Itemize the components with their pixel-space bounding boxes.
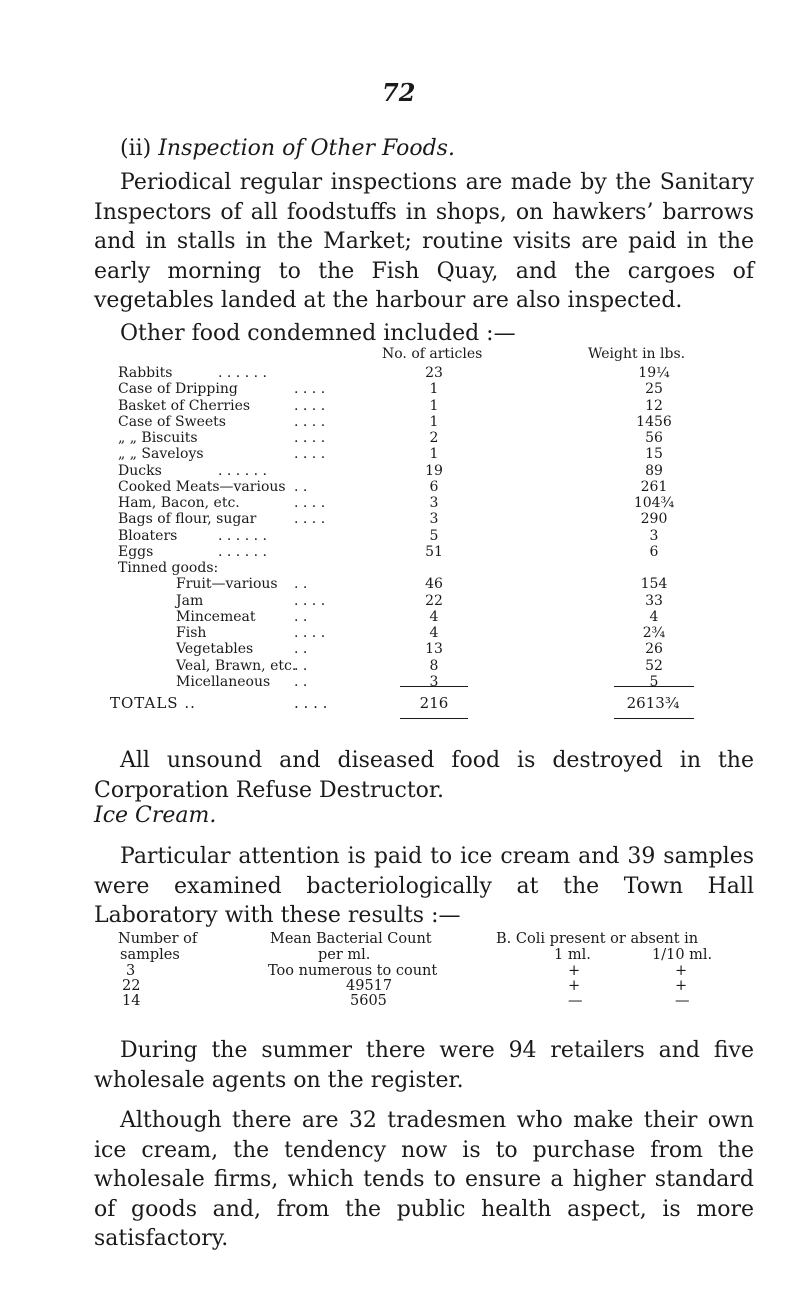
ice-cream-paragraph — [94, 842, 754, 931]
condemned-leader-dots: . . — [294, 641, 308, 658]
retailers-paragraph — [94, 1036, 754, 1095]
condemned-weight: 1456 — [636, 413, 672, 430]
condemned-articles: 23 — [425, 365, 443, 381]
condemned-articles: 46 — [425, 576, 443, 593]
condemned-articles: 51 — [425, 543, 443, 560]
condemned-item: Mincemeat — [176, 608, 256, 625]
ice-cream-heading: Ice Cream. — [94, 803, 217, 828]
condemned-weight: 3 — [649, 527, 659, 544]
tradesmen-paragraph — [94, 1106, 754, 1254]
totals-rule-bottom — [614, 718, 694, 719]
condemned-weight: 52 — [645, 657, 663, 674]
condemned-articles: 5 — [429, 527, 439, 544]
condemned-leader-dots: . . . . — [294, 625, 326, 641]
totals-rule-bottom — [400, 718, 468, 719]
condemned-leader-dots: . . — [294, 478, 308, 495]
condemned-weight: 2¾ — [642, 625, 666, 641]
row-1ml: + — [568, 963, 581, 979]
ice-cream-table — [118, 931, 758, 1021]
condemned-weight: 15 — [645, 446, 663, 463]
condemned-leader-dots: . . — [294, 608, 308, 625]
condemned-leader-dots: . . . . . . — [218, 462, 267, 479]
row-count: 5605 — [350, 993, 387, 1009]
condemned-weight: 12 — [645, 397, 663, 414]
row-tenth: + — [675, 978, 688, 994]
condemned-weight: 89 — [645, 462, 663, 479]
condemned-item: Vegetables — [176, 641, 254, 658]
condemned-leader-dots: . . — [294, 576, 308, 593]
condemned-articles: 3 — [429, 511, 439, 528]
intro-paragraph — [94, 168, 754, 316]
condemned-lead: Other food condemned included :— — [120, 321, 516, 346]
condemned-leader-dots: . . — [294, 657, 308, 674]
condemned-articles: 6 — [429, 478, 439, 495]
condemned-item: „ „ Saveloys — [118, 446, 204, 463]
condemned-leader-dots: . . . . . . — [218, 365, 267, 381]
condemned-weight: 154 — [640, 576, 668, 593]
totals-articles: 216 — [419, 694, 449, 712]
condemned-articles: 3 — [429, 673, 439, 690]
condemned-item: Fish — [176, 625, 207, 641]
condemned-weight: 56 — [645, 430, 663, 446]
row-tenth: — — [675, 993, 690, 1009]
condemned-articles: 1 — [429, 397, 439, 414]
condemned-item: Jam — [176, 592, 204, 609]
condemned-leader-dots: . . . . — [294, 592, 326, 609]
row-1ml: — — [568, 993, 583, 1009]
header-samples-line2: samples — [120, 947, 180, 963]
condemned-weight: 26 — [645, 641, 663, 658]
tradesmen-paragraph-text: Although there are 32 tradesmen who make their own ice cream, the tendency now is to purchase from the wholesale firms, which tends to ensure a higher standard of goods and, from the public health aspect, is more satisfactory. — [94, 1108, 754, 1251]
totals-label: TOTALS .. — [110, 694, 196, 712]
totals-leader-dots: . . . . — [294, 694, 328, 712]
ice-cream-paragraph-text: Particular attention is paid to ice cream and 39 samples were examined bacteriologically at the Town Hall Laboratory with these results :— — [94, 844, 754, 928]
condemned-item: Veal, Brawn, etc. — [176, 657, 297, 674]
condemned-leader-dots: . . . . — [294, 495, 326, 511]
header-coli-1ml: 1 ml. — [554, 947, 591, 963]
condemned-item: Rabbits — [118, 365, 173, 381]
condemned-weight: 25 — [645, 381, 663, 398]
row-count: 49517 — [346, 978, 393, 994]
condemned-articles: 8 — [429, 657, 439, 674]
condemned-leader-dots: . . . . . . — [218, 543, 267, 560]
condemned-articles: 2 — [429, 430, 439, 446]
row-count: Too numerous to count — [268, 963, 438, 979]
condemned-leader-dots: . . . . — [294, 430, 326, 446]
condemned-articles: 19 — [425, 462, 443, 479]
condemned-item: Fruit—various — [176, 576, 278, 593]
retailers-paragraph-text: During the summer there were 94 retailers and five wholesale agents on the register. — [94, 1038, 754, 1093]
condemned-leader-dots: . . . . — [294, 381, 326, 398]
section-heading-title: Inspection of Other Foods. — [158, 136, 455, 161]
destroyed-paragraph-text: All unsound and diseased food is destroyed in the Corporation Refuse Destructor. — [94, 748, 754, 803]
condemned-weight: 4 — [649, 608, 659, 625]
condemned-item: Tinned goods: — [118, 560, 219, 576]
condemned-articles: 1 — [429, 381, 439, 398]
condemned-leader-dots: . . . . — [294, 413, 326, 430]
destroyed-paragraph — [94, 746, 754, 805]
header-samples-line1: Number of — [118, 931, 198, 947]
condemned-leader-dots: . . . . — [294, 511, 326, 528]
header-count-line2: per ml. — [318, 947, 371, 963]
totals-weight: 2613¾ — [626, 694, 680, 712]
condemned-item: Basket of Cherries — [118, 397, 251, 414]
row-samples: 3 — [126, 963, 136, 979]
condemned-articles: 1 — [429, 413, 439, 430]
condemned-weight: 104¾ — [633, 495, 675, 511]
page-number: 72 — [382, 78, 416, 107]
condemned-item: Micellaneous — [176, 673, 271, 690]
header-articles: No. of articles — [382, 346, 483, 362]
condemned-item: Ducks — [118, 462, 162, 479]
totals-rule-top — [400, 686, 468, 687]
condemned-leader-dots: . . — [294, 673, 308, 690]
condemned-leader-dots: . . . . — [294, 397, 326, 414]
condemned-item: Case of Sweets — [118, 413, 226, 430]
condemned-weight: 5 — [649, 673, 659, 690]
row-1ml: + — [568, 978, 581, 994]
row-samples: 22 — [122, 978, 141, 994]
condemned-weight: 290 — [640, 511, 668, 528]
condemned-item: Eggs — [118, 543, 154, 560]
condemned-weight: 33 — [645, 592, 663, 609]
condemned-item: „ „ Biscuits — [118, 430, 198, 446]
header-coli: B. Coli present or absent in — [496, 931, 699, 947]
totals-rule-top — [614, 686, 694, 687]
row-tenth: + — [675, 963, 688, 979]
condemned-item: Case of Dripping — [118, 381, 238, 398]
condemned-item: Ham, Bacon, etc. — [118, 495, 240, 511]
condemned-articles: 22 — [425, 592, 443, 609]
row-samples: 14 — [122, 993, 141, 1009]
header-coli-tenth: 1/10 ml. — [652, 947, 713, 963]
condemned-articles: 4 — [429, 625, 439, 641]
condemned-leader-dots: . . . . . . — [218, 527, 267, 544]
intro-paragraph-text: Periodical regular inspections are made by the Sanitary Inspectors of all foodstuffs in shops, on hawkers’ barrows and in stalls in the Market; routine visits are paid in the early morning to the Fish Quay, and the cargoes of vegetables landed at the harbour are also inspected. — [94, 170, 754, 313]
condemned-leader-dots: . . . . — [294, 446, 326, 463]
condemned-food-table — [110, 346, 738, 718]
condemned-articles: 4 — [429, 608, 439, 625]
section-heading-prefix: (ii) — [120, 136, 159, 161]
condemned-weight: 19¼ — [638, 365, 670, 381]
section-heading — [120, 136, 455, 161]
condemned-item: Cooked Meats—various — [118, 478, 286, 495]
condemned-articles: 3 — [429, 495, 439, 511]
condemned-weight: 6 — [649, 543, 659, 560]
condemned-weight: 261 — [640, 478, 668, 495]
condemned-articles: 1 — [429, 446, 439, 463]
header-weight: Weight in lbs. — [588, 346, 686, 362]
condemned-item: Bags of flour, sugar — [118, 511, 257, 528]
condemned-item: Bloaters — [118, 527, 178, 544]
condemned-articles: 13 — [425, 641, 443, 658]
header-count-line1: Mean Bacterial Count — [270, 931, 432, 947]
